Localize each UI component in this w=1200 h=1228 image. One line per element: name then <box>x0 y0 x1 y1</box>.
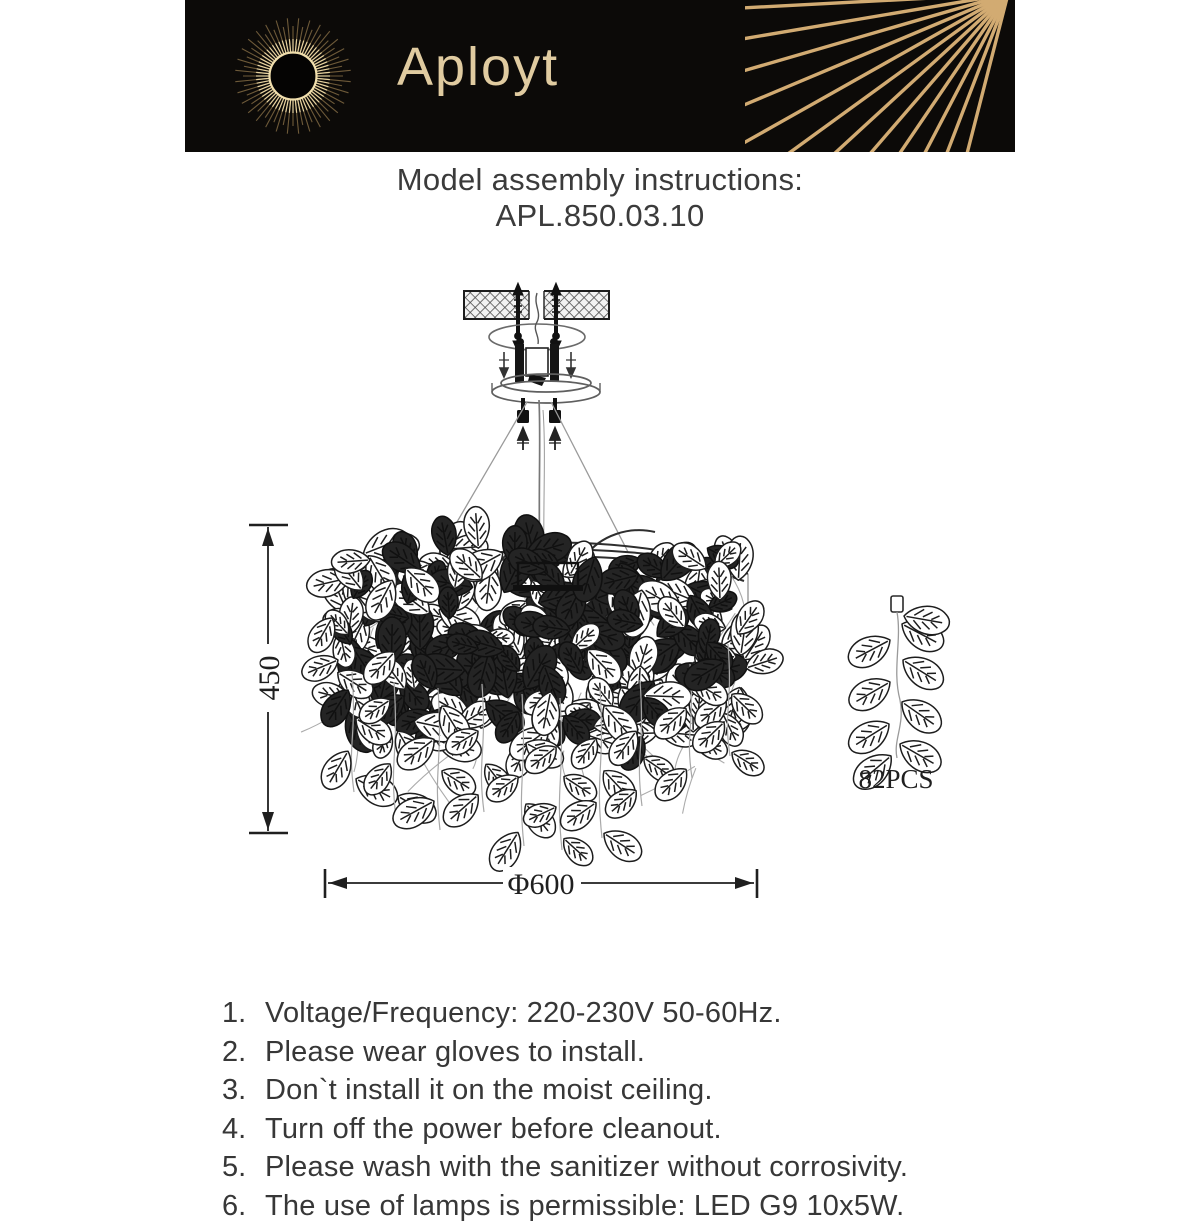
instruction-text: Please wear gloves to install. <box>265 1035 645 1068</box>
instruction-item <box>222 997 1042 1030</box>
instruction-item <box>222 1074 1042 1107</box>
canopy <box>492 374 600 403</box>
height-dimension-label: 450 <box>253 655 286 701</box>
height-dimension <box>249 525 288 833</box>
instruction-text: Voltage/Frequency: 220-230V 50-60Hz. <box>265 997 782 1029</box>
instruction-item <box>222 1036 1042 1069</box>
diameter-dimension <box>325 867 757 901</box>
instruction-item <box>222 1151 1042 1184</box>
instruction-item <box>222 1113 1042 1146</box>
diameter-dimension-label: Φ600 <box>507 868 575 901</box>
brand-wordmark: Aployt <box>397 37 560 97</box>
instruction-number: 4. <box>222 1112 247 1145</box>
instruction-number: 3. <box>222 1074 247 1106</box>
instruction-number: 5. <box>222 1151 247 1183</box>
strand-count-label: 82PCS <box>858 764 934 794</box>
instruction-text: Don`t install it on the moist ceiling. <box>265 1074 713 1106</box>
instruction-number: 6. <box>222 1189 247 1222</box>
mounting-bracket <box>499 338 576 386</box>
instruction-text: The use of lamps is permissible: LED G9 10x5W. <box>265 1189 905 1222</box>
instruction-text: Please wash with the sanitizer without corrosivity. <box>265 1151 909 1183</box>
instruction-list <box>222 997 1042 1228</box>
instruction-number: 1. <box>222 997 247 1029</box>
model-number: APL.850.03.10 <box>495 198 705 233</box>
instruction-text: Turn off the power before cleanout. <box>265 1112 722 1145</box>
instruction-number: 2. <box>222 1035 247 1068</box>
page-title: Model assembly instructions: <box>396 162 804 197</box>
instruction-item <box>222 1190 1042 1223</box>
